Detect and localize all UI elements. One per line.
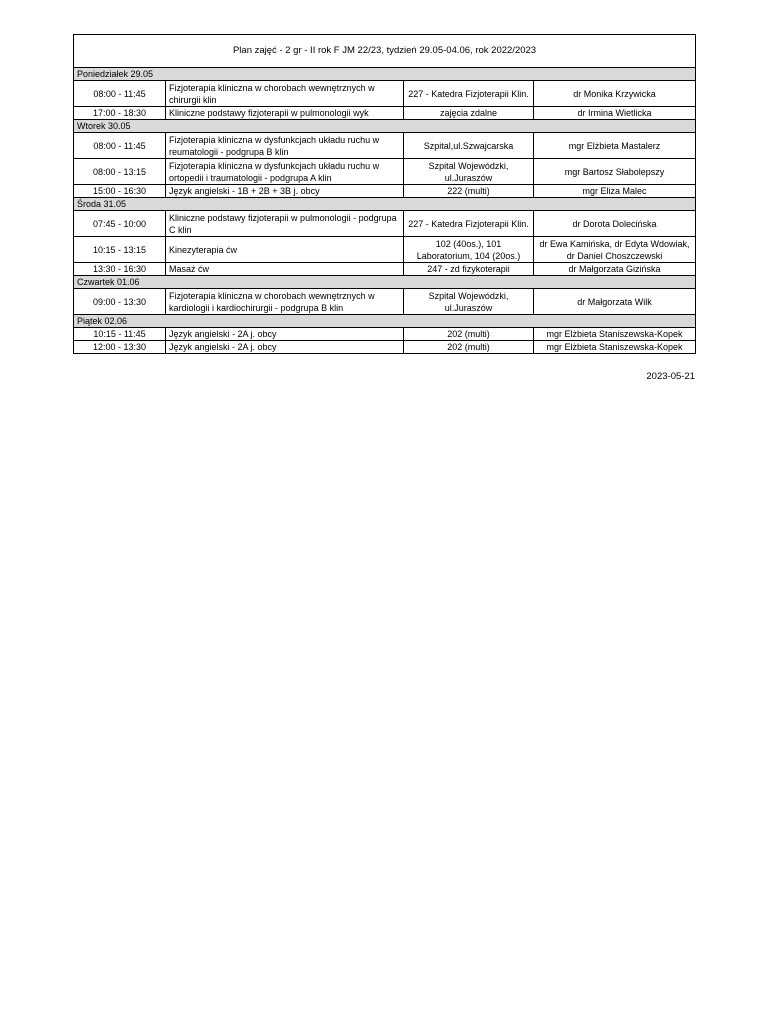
table-row — [74, 159, 696, 185]
time-cell: 08:00 - 11:45 — [74, 81, 166, 107]
schedule-sheet — [73, 34, 695, 394]
teacher-cell: mgr Elżbieta Staniszewska-Kopek — [534, 328, 696, 341]
room-cell: 227 - Katedra Fizjoterapii Klin. — [404, 81, 534, 107]
time-cell: 12:00 - 13:30 — [74, 341, 166, 354]
table-row — [74, 341, 696, 354]
subject-cell: Kinezyterapia ćw — [166, 237, 404, 263]
day-label: Piątek 02.06 — [74, 315, 696, 328]
room-cell: Szpital Wojewódzki, ul.Juraszów — [404, 289, 534, 315]
subject-cell: Język angielski - 1B + 2B + 3B j. obcy — [166, 185, 404, 198]
day-header — [74, 276, 696, 289]
page-title: Plan zajęć - 2 gr - II rok F JM 22/23, tydzień 29.05-04.06, rok 2022/2023 — [74, 35, 696, 68]
title-row — [74, 35, 696, 68]
teacher-cell: mgr Bartosz Słabolepszy — [534, 159, 696, 185]
table-row — [74, 107, 696, 120]
teacher-cell: mgr Eliza Malec — [534, 185, 696, 198]
subject-cell: Fizjoterapia kliniczna w dysfunkcjach układu ruchu w ortopedii i traumatologii - podgrupa A klin — [166, 159, 404, 185]
schedule-table — [73, 34, 696, 354]
subject-cell: Kliniczne podstawy fizjoterapii w pulmonologii wyk — [166, 107, 404, 120]
table-row — [74, 289, 696, 315]
day-label: Wtorek 30.05 — [74, 120, 696, 133]
table-row — [74, 211, 696, 237]
room-cell: 247 - zd fizykoterapii — [404, 263, 534, 276]
footer-date: 2023-05-21 — [646, 371, 695, 382]
time-cell: 10:15 - 13:15 — [74, 237, 166, 263]
teacher-cell: mgr Elżbieta Staniszewska-Kopek — [534, 341, 696, 354]
day-header — [74, 68, 696, 81]
room-cell: zajęcia zdalne — [404, 107, 534, 120]
time-cell: 09:00 - 13:30 — [74, 289, 166, 315]
day-header — [74, 198, 696, 211]
day-label: Środa 31.05 — [74, 198, 696, 211]
subject-cell: Fizjoterapia kliniczna w chorobach wewnętrznych w chirurgii klin — [166, 81, 404, 107]
table-row — [74, 133, 696, 159]
subject-cell: Fizjoterapia kliniczna w chorobach wewnętrznych w kardiologii i kardiochirurgii - podgrupa B klin — [166, 289, 404, 315]
subject-cell: Język angielski - 2A j. obcy — [166, 328, 404, 341]
room-cell: 227 - Katedra Fizjoterapii Klin. — [404, 211, 534, 237]
time-cell: 08:00 - 13:15 — [74, 159, 166, 185]
subject-cell: Masaż ćw — [166, 263, 404, 276]
day-label: Czwartek 01.06 — [74, 276, 696, 289]
room-cell: Szpital Wojewódzki, ul.Juraszów — [404, 159, 534, 185]
day-label: Poniedziałek 29.05 — [74, 68, 696, 81]
time-cell: 17:00 - 18:30 — [74, 107, 166, 120]
subject-cell: Fizjoterapia kliniczna w dysfunkcjach układu ruchu w reumatologii - podgrupa B klin — [166, 133, 404, 159]
teacher-cell: dr Małgorzata Wilk — [534, 289, 696, 315]
table-row — [74, 263, 696, 276]
room-cell: 222 (multi) — [404, 185, 534, 198]
room-cell: Szpital,ul.Szwajcarska — [404, 133, 534, 159]
time-cell: 13:30 - 16:30 — [74, 263, 166, 276]
teacher-cell: dr Monika Krzywicka — [534, 81, 696, 107]
room-cell: 202 (multi) — [404, 341, 534, 354]
time-cell: 10:15 - 11:45 — [74, 328, 166, 341]
room-cell: 102 (40os.), 101 Laboratorium, 104 (20os.) — [404, 237, 534, 263]
teacher-cell: dr Małgorzata Gizińska — [534, 263, 696, 276]
table-row — [74, 185, 696, 198]
day-header — [74, 315, 696, 328]
day-header — [74, 120, 696, 133]
table-row — [74, 81, 696, 107]
teacher-cell: dr Ewa Kamińska, dr Edyta Wdowiak, dr Daniel Choszczewski — [534, 237, 696, 263]
table-row — [74, 328, 696, 341]
table-row — [74, 237, 696, 263]
teacher-cell: dr Dorota Dolecińska — [534, 211, 696, 237]
time-cell: 15:00 - 16:30 — [74, 185, 166, 198]
room-cell: 202 (multi) — [404, 328, 534, 341]
subject-cell: Kliniczne podstawy fizjoterapii w pulmonologii - podgrupa C klin — [166, 211, 404, 237]
time-cell: 08:00 - 11:45 — [74, 133, 166, 159]
subject-cell: Język angielski - 2A j. obcy — [166, 341, 404, 354]
time-cell: 07:45 - 10:00 — [74, 211, 166, 237]
teacher-cell: mgr Elżbieta Mastalerz — [534, 133, 696, 159]
teacher-cell: dr Irmina Wietlicka — [534, 107, 696, 120]
